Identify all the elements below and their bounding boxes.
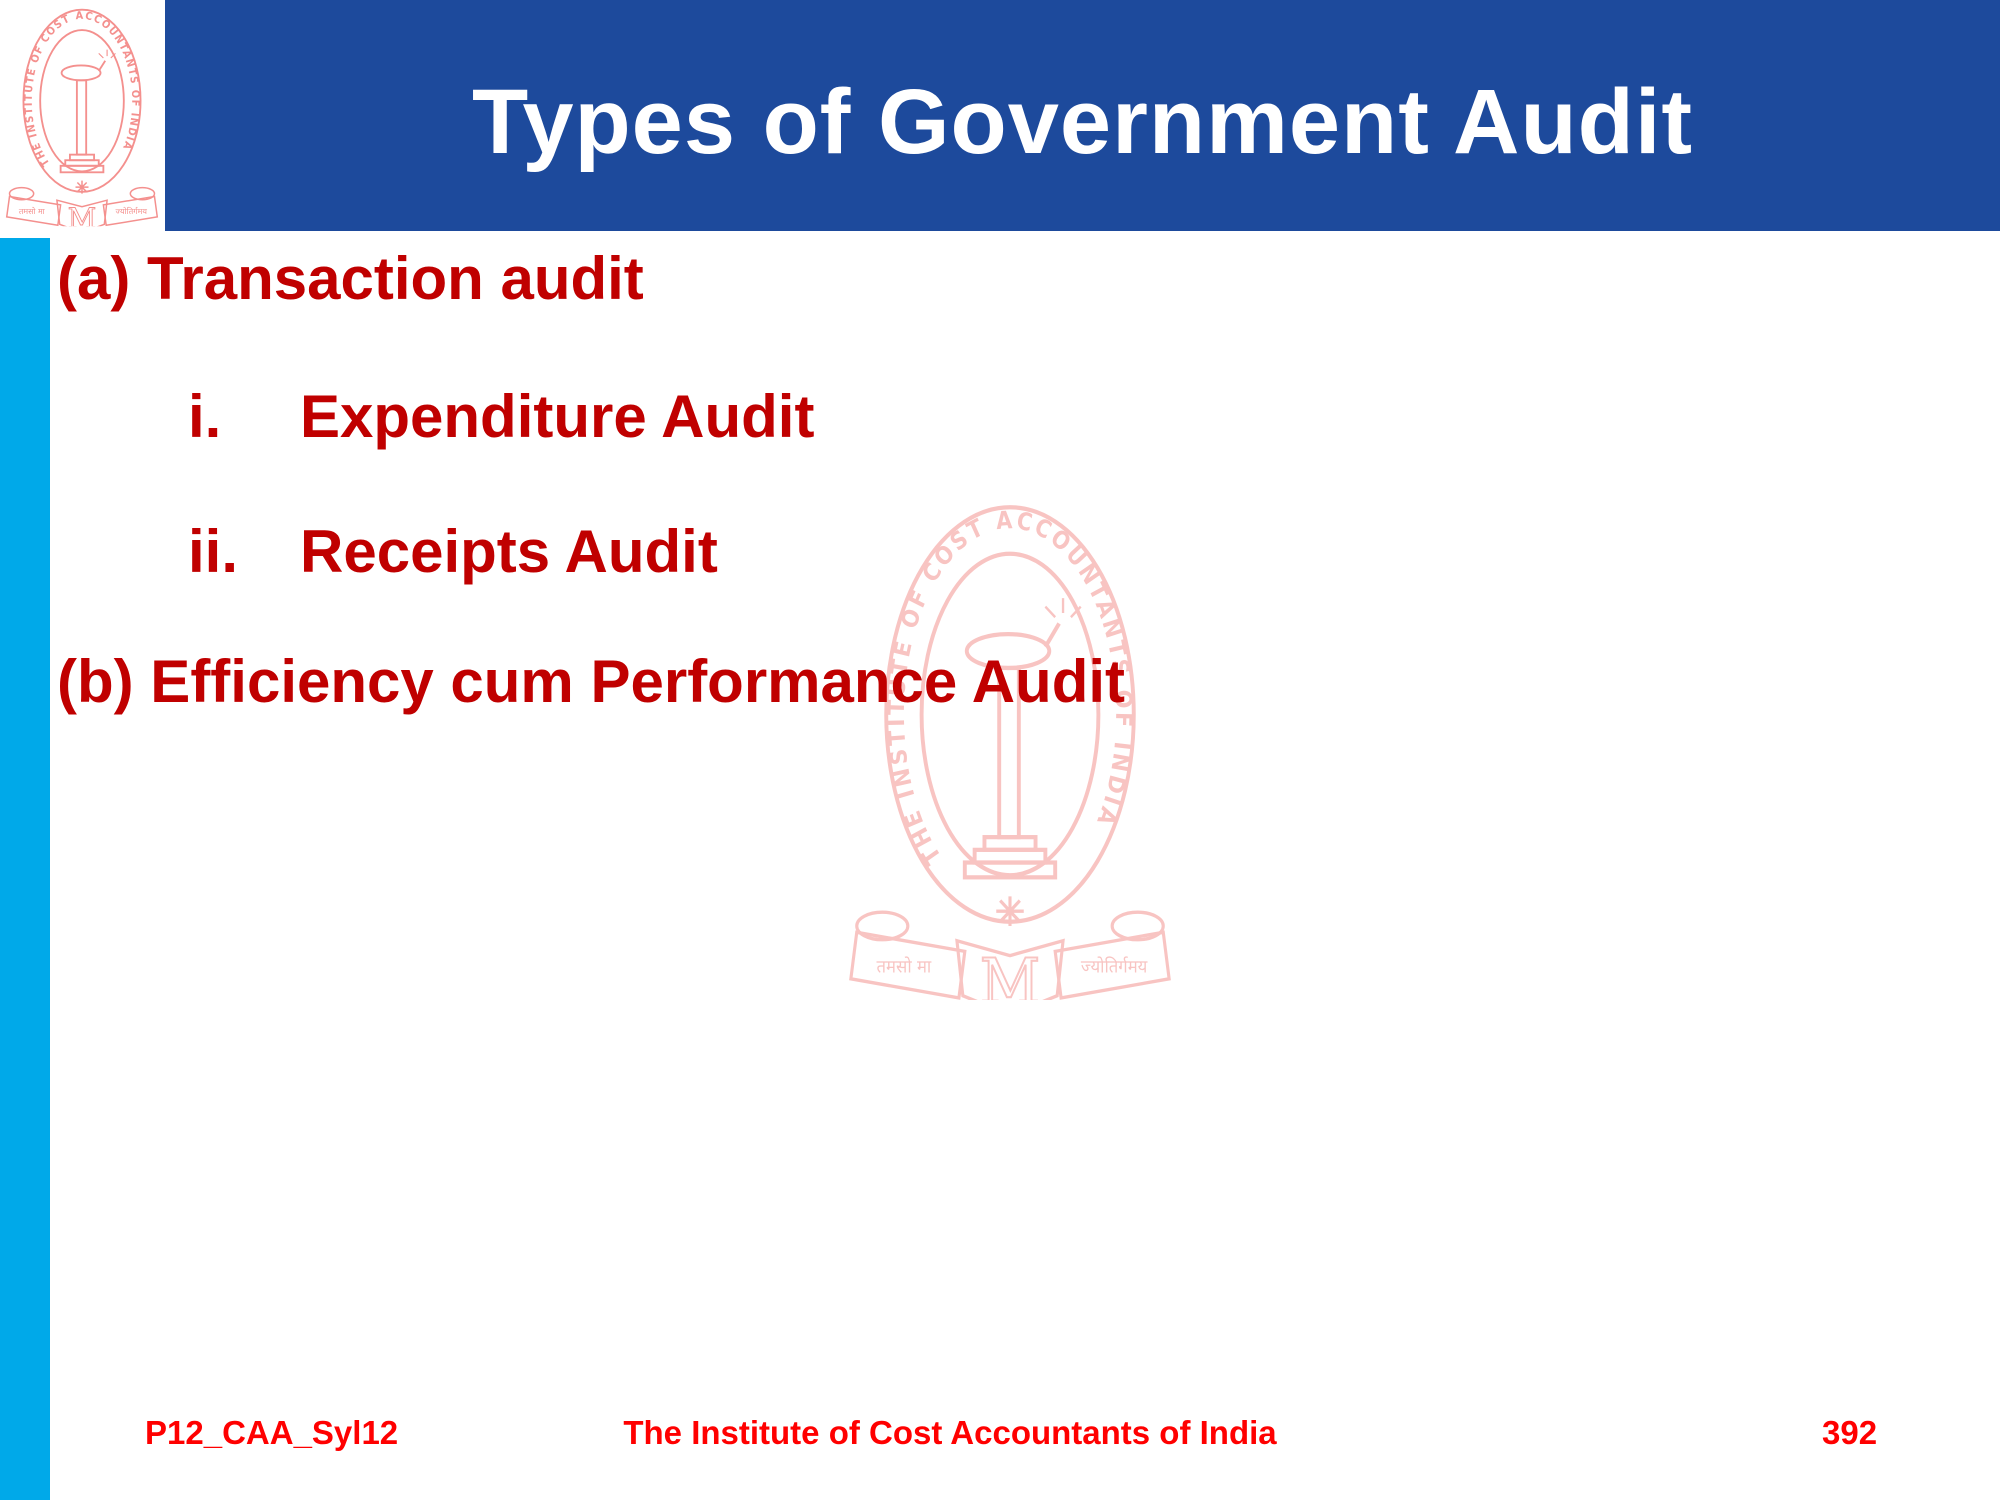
- footer-course-code: P12_CAA_Syl12: [145, 1414, 399, 1451]
- list-item-label: Expenditure Audit: [300, 383, 815, 450]
- list-item-i: [188, 382, 814, 451]
- list-item-label: Receipts Audit: [300, 518, 718, 585]
- list-item-label: Transaction audit: [147, 245, 644, 312]
- footer-organization: The Institute of Cost Accountants of India: [623, 1414, 1277, 1451]
- footer-page-number: 392: [1822, 1414, 1878, 1451]
- list-item-ii: [188, 517, 718, 586]
- institute-seal-icon: [3, 1, 161, 233]
- list-item-label: Efficiency cum Performance Audit: [150, 648, 1126, 715]
- list-marker: (b): [57, 648, 134, 715]
- slide-footer: [0, 1414, 2000, 1464]
- list-item-b: [57, 647, 1125, 716]
- institute-logo: [0, 0, 165, 234]
- list-marker: ii.: [188, 518, 239, 585]
- list-marker: i.: [188, 383, 222, 450]
- list-item-a: [57, 244, 644, 313]
- page-title: Types of Government Audit: [471, 71, 1694, 173]
- list-marker: (a): [57, 245, 131, 312]
